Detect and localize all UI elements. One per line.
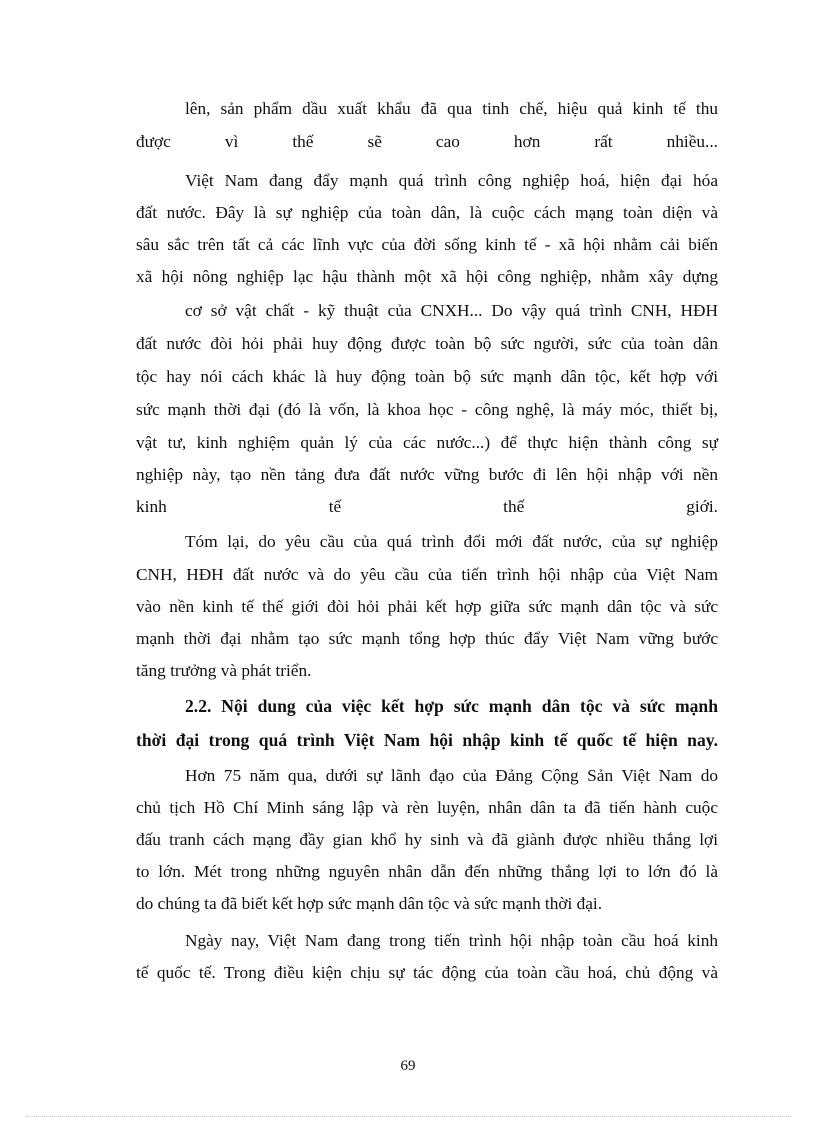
text-line: sâu sắc trên tất cả các lĩnh vực của đời sống kinh tế - xã hội nhằm cải biến: [136, 235, 718, 254]
text-line: sức mạnh thời đại (đó là vốn, là khoa học - công nghệ, là máy móc, thiết bị,: [136, 400, 718, 419]
page-bottom-divider: [25, 1116, 791, 1117]
text-line: Tóm lại, do yêu cầu của quá trình đổi mới đất nước, của sự nghiệp: [185, 532, 718, 551]
text-line: chủ tịch Hồ Chí Minh sáng lập và rèn luyện, nhân dân ta đã tiến hành cuộc: [136, 798, 718, 817]
text-line: vào nền kinh tế thế giới đòi hỏi phải kết hợp giữa sức mạnh dân tộc và sức: [136, 597, 718, 616]
text-line: tế quốc tế. Trong điều kiện chịu sự tác động của toàn cầu hoá, chủ động và: [136, 963, 718, 982]
text-line: tộc hay nói cách khác là huy động toàn bộ sức mạnh dân tộc, kết hợp với: [136, 367, 718, 386]
text-line: xã hội nông nghiệp lạc hậu thành một xã hội công nghiệp, nhằm xây dựng: [136, 267, 718, 286]
section-heading: 2.2. Nội dung của việc kết hợp sức mạnh dân tộc và sức mạnh: [185, 696, 718, 716]
text-line: mạnh thời đại nhằm tạo sức mạnh tổng hợp thúc đẩy Việt Nam vững bước: [136, 629, 718, 648]
text-line: được vì thế sẽ cao hơn rất nhiều...: [136, 132, 718, 151]
text-line: Hơn 75 năm qua, dưới sự lãnh đạo của Đảng Cộng Sản Việt Nam do: [185, 766, 718, 785]
text-line: Ngày nay, Việt Nam đang trong tiến trình hội nhập toàn cầu hoá kinh: [185, 931, 718, 950]
text-line: vật tư, kinh nghiệm quản lý của các nước...) để thực hiện thành công sự: [136, 433, 718, 452]
text-line: to lớn. Mét trong những nguyên nhân dẫn đến những thắng lợi to lớn đó là: [136, 862, 718, 881]
text-line: lên, sản phẩm dầu xuất khẩu đã qua tinh chế, hiệu quả kinh tế thu: [185, 99, 718, 118]
text-line: đấu tranh cách mạng đầy gian khổ hy sinh và đã giành được nhiều thắng lợi: [136, 830, 718, 849]
page-number: 69: [400, 1058, 416, 1074]
text-line: do chúng ta đã biết kết hợp sức mạnh dân tộc và sức mạnh thời đại.: [136, 894, 603, 913]
text-line: nghiệp này, tạo nền tảng đưa đất nước vững bước đi lên hội nhập với nền: [136, 465, 718, 484]
section-heading: thời đại trong quá trình Việt Nam hội nhập kinh tế quốc tế hiện nay.: [136, 730, 718, 750]
text-line: kinh tế thế giới.: [136, 497, 718, 516]
text-line: CNH, HĐH đất nước và do yêu cầu của tiến trình hội nhập của Việt Nam: [136, 565, 718, 584]
text-line: cơ sở vật chất - kỹ thuật của CNXH... Do vậy quá trình CNH, HĐH: [185, 301, 718, 320]
text-line: đất nước đòi hỏi phải huy động được toàn bộ sức người, sức của toàn dân: [136, 334, 718, 353]
text-line: Việt Nam đang đẩy mạnh quá trình công nghiệp hoá, hiện đại hóa: [185, 171, 718, 190]
text-line: đất nước. Đây là sự nghiệp của toàn dân, là cuộc cách mạng toàn diện và: [136, 203, 718, 222]
text-line: tăng trưởng và phát triển.: [136, 661, 312, 680]
